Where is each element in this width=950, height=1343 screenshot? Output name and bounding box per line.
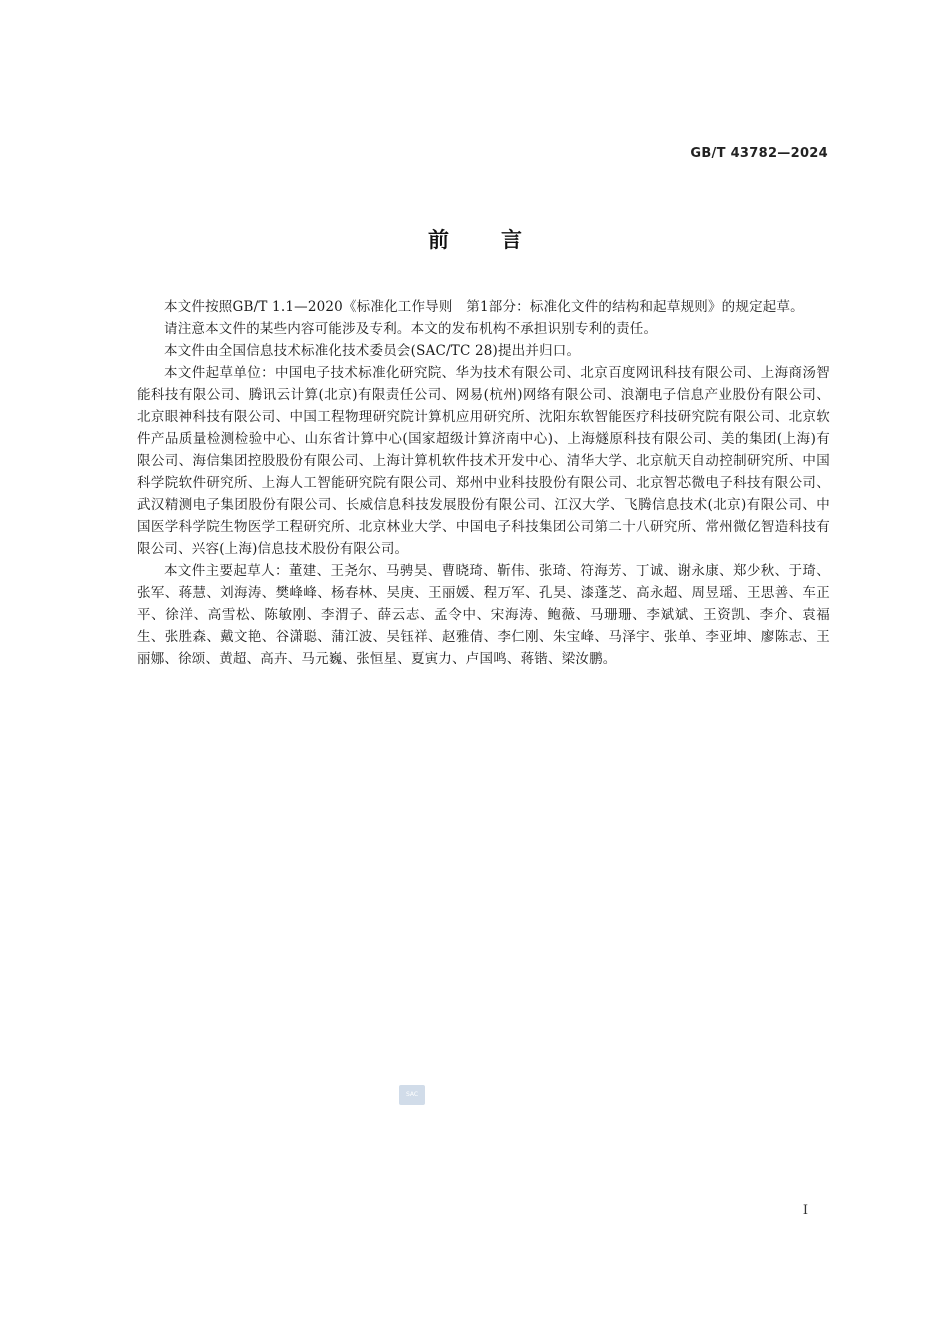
sac-watermark-logo: SAC: [399, 1085, 425, 1105]
paragraph-proposer: 本文件由全国信息技术标准化技术委员会(SAC/TC 28)提出并归口。: [164, 343, 581, 359]
paragraph-drafters: 本文件主要起草人：董建、王尧尔、马骋昊、曹晓琦、靳伟、张琦、符海芳、丁诚、谢永康、郑少秋、于琦、张军、蒋慧、刘海涛、樊峰峰、杨春林、吴庚、王丽媛、程万军、孔昊、漆蓬芝、高永超、周昱瑶、王思善、车正平、徐洋、高雪松、陈敏刚、李渭子、薛云志、孟令中、宋海涛、鲍薇、马珊珊、李斌斌、王资凯、李介、袁福生、张胜森、戴文艳、谷潇聪、蒲江波、吴钰祥、赵雅倩、李仁刚、朱宝峰、马泽宇、张单、李亚坤、廖陈志、王丽娜、徐颂、黄超、高卉、马元巍、张恒星、夏寅力、卢国鸣、蒋锴、梁汝鹏。: [137, 563, 830, 667]
page-title: 前言: [428, 228, 574, 252]
page-number: I: [802, 1203, 808, 1218]
standard-number: GB/T 43782—2024: [690, 146, 828, 161]
paragraph-drafting-rules: 本文件按照GB/T 1.1—2020《标准化工作导则 第1部分：标准化文件的结构和起草规则》的规定起草。: [164, 299, 804, 315]
foreword-body: [137, 296, 830, 670]
paragraph-drafting-units: 本文件起草单位：中国电子技术标准化研究院、华为技术有限公司、北京百度网讯科技有限公司、上海商汤智能科技有限公司、腾讯云计算(北京)有限责任公司、网易(杭州)网络有限公司、浪潮电子信息产业股份有限公司、北京眼神科技有限公司、中国工程物理研究院计算机应用研究所、沈阳东软智能医疗科技研究院有限公司、北京软件产品质量检测检验中心、山东省计算中心(国家超级计算济南中心)、上海燧原科技有限公司、美的集团(上海)有限公司、海信集团控股股份有限公司、上海计算机软件技术开发中心、清华大学、北京航天自动控制研究所、中国科学院软件研究所、上海人工智能研究院有限公司、郑州中业科技股份有限公司、北京智芯微电子科技有限公司、武汉精测电子集团股份有限公司、长威信息科技发展股份有限公司、江汉大学、飞腾信息技术(北京)有限公司、中国医学科学院生物医学工程研究所、北京林业大学、中国电子科技集团公司第二十八研究所、常州微亿智造科技有限公司、兴容(上海)信息技术股份有限公司。: [137, 365, 830, 557]
paragraph-patent-notice: 请注意本文件的某些内容可能涉及专利。本文的发布机构不承担识别专利的责任。: [164, 321, 658, 337]
